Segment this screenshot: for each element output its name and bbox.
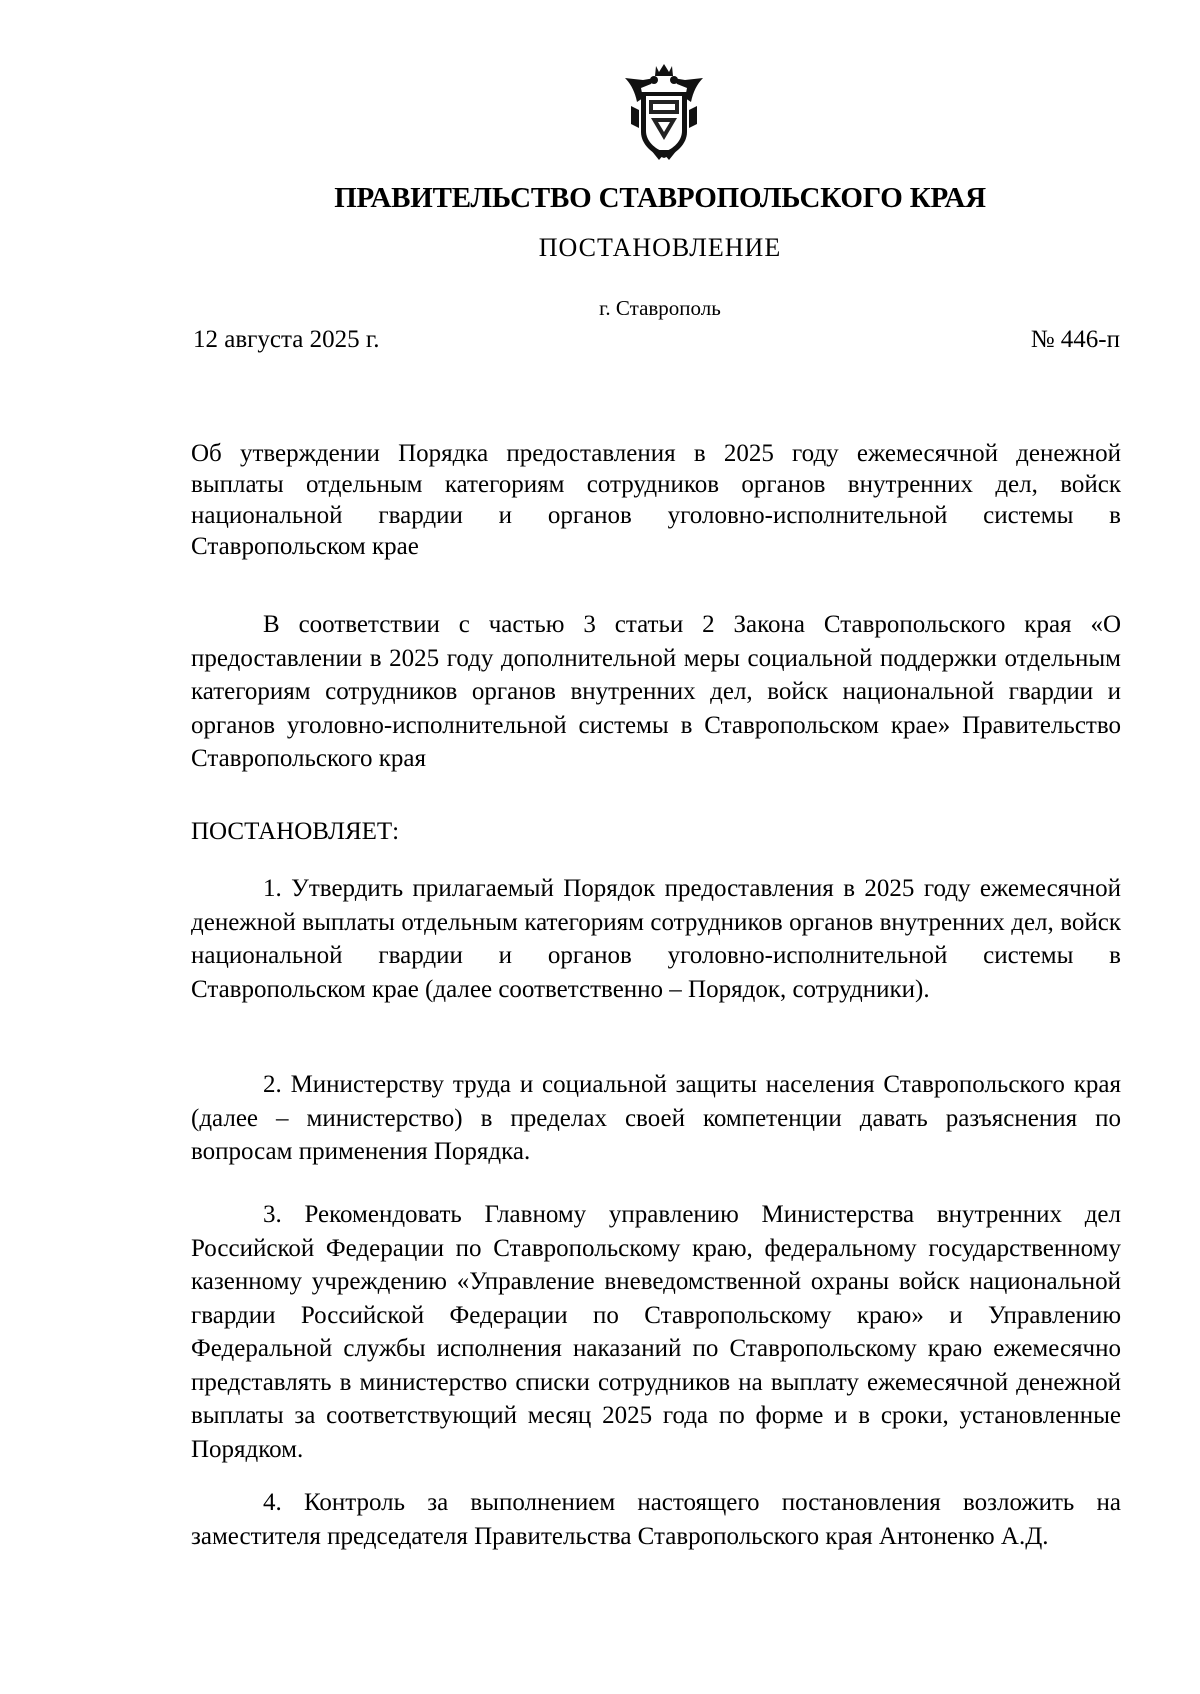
document-date: 12 августа 2025 г. (193, 326, 380, 353)
item-paragraph-2: 2. Министерству труда и социальной защиты населения Ставропольского края (далее – министерство) в пределах своей компетенции давать разъяснения по вопросам применения Порядка. (191, 1071, 1121, 1165)
item-paragraph-3: 3. Рекомендовать Главному управлению Министерства внутренних дел Российской Федерации по Ставропольскому краю, федеральному государственному казенному учреждению «Управление вневедомственной охраны войск национальной гвардии Российской Федерации по Ставропольскому краю» и Управлению Федеральной службы исполнения наказаний по Ставропольскому краю ежемесячно представлять в министерство списки сотрудников на выплату ежемесячной денежной выплаты за соответствующий месяц 2025 года по форме и в сроки, установленные Порядком. (191, 1201, 1121, 1463)
resolves-heading: ПОСТАНОВЛЯЕТ: (191, 818, 400, 845)
document-title: Об утверждении Порядка предоставления в 2025 году ежемесячной денежной выплаты отдельным категориям сотрудников органов внутренних дел, войск национальной гвардии и органов уголовно-исполнительной системы в Ставропольском крае (191, 440, 1121, 560)
item-paragraph-4: 4. Контроль за выполнением настоящего постановления возложить на заместителя председателя Правительства Ставропольского края Антоненко А.Д. (191, 1489, 1121, 1550)
document-number: № 446-п (1030, 326, 1120, 353)
preamble-paragraph: В соответствии с частью 3 статьи 2 Закона Ставропольского края «О предоставлении в 2025 году дополнительной меры социальной поддержки отдельным категориям сотрудников органов внутренних дел, войск национальной гвардии и органов уголовно-исполнительной системы в Ставропольском крае» Правительство Ставропольского края (191, 611, 1121, 772)
organization-title: ПРАВИТЕЛЬСТВО СТАВРОПОЛЬСКОГО КРАЯ (334, 182, 986, 214)
city-label: г. Ставрополь (599, 296, 721, 320)
coat-of-arms-icon (621, 62, 707, 162)
document-type: ПОСТАНОВЛЕНИЕ (538, 233, 782, 262)
item-paragraph-1: 1. Утвердить прилагаемый Порядок предоставления в 2025 году ежемесячной денежной выплаты отдельным категориям сотрудников органов внутренних дел, войск национальной гвардии и органов уголовно-исполнительной системы в Ставропольском крае (далее соответственно – Порядок, сотрудники). (191, 875, 1121, 1003)
